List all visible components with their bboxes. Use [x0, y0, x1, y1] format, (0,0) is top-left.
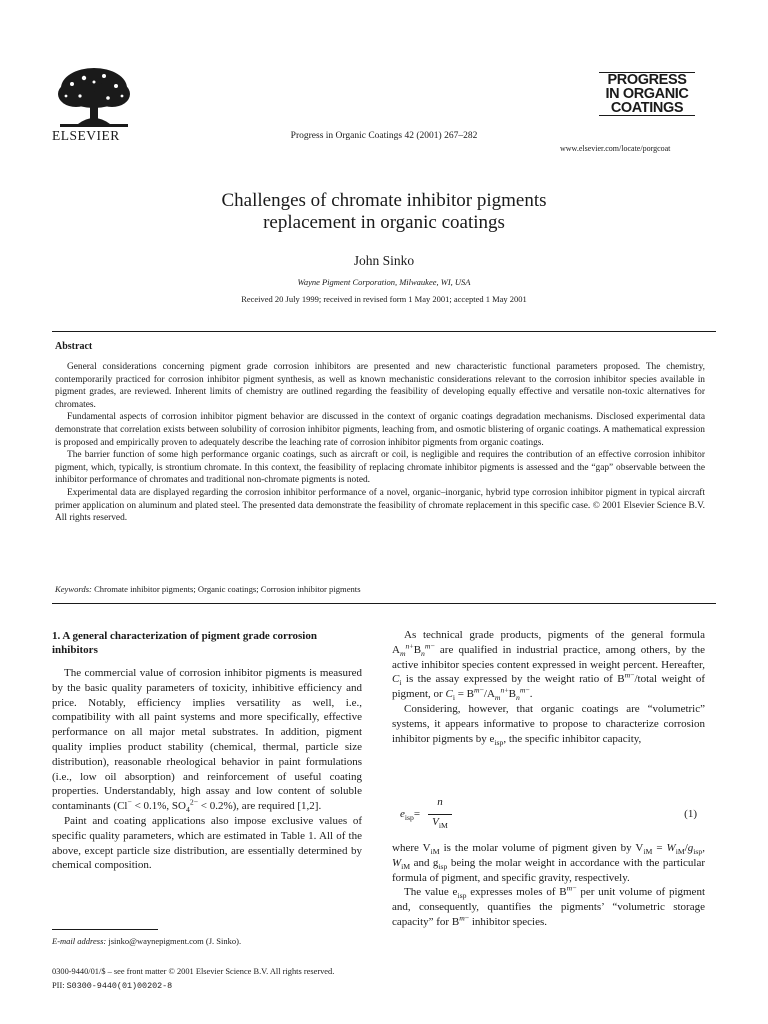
abstract-paragraph: General considerations concerning pigment grade corrosion inhibitors are presented and new characteristic functional parameters proposed. The chemistry, contemporarily practiced for corrosion inhibitor pigment synthesis, as well as known mechanistic considerations relevant to the corrosion inhibitor species available in pigment grades, are reviewed. Inherent limits of chemistry are outlined regarding the feasibility of developing equally effective and versatile non-toxic alternatives for chromates.	[55, 362, 705, 410]
divider	[52, 603, 716, 604]
journal-logo-line-2: IN ORGANIC	[605, 86, 689, 102]
article-title	[0, 190, 768, 234]
journal-url[interactable]: www.elsevier.com/locate/porgcoat	[560, 144, 671, 153]
body-paragraph: Paint and coating applications also impose exclusive values of specific quality parameters, which are estimated in Table 1. All of the above, except particle size distribution, are essentially determined by chemical composition.	[52, 814, 362, 872]
keywords-label: Keywords:	[55, 584, 92, 594]
journal-citation: Progress in Organic Coatings 42 (2001) 267–282	[290, 131, 478, 141]
left-column	[52, 666, 362, 873]
keywords	[55, 584, 705, 594]
body-paragraph: The value $e_{isp}$ expresses moles of $B^{m-}$ per unit volume of pigment and, consequently, quantifies the pigments’ “volumetric storage capacity” for $B^{m-}$ inhibitor species.	[392, 883, 705, 928]
author-email[interactable]: jsinko@waynepigment.com (J. Sinko).	[108, 936, 242, 946]
title-line-1: Challenges of chromate inhibitor pigments	[221, 190, 547, 211]
journal-logo-line-3: COATINGS	[610, 100, 684, 116]
publisher-name: ELSEVIER	[52, 128, 120, 143]
footnote-rule	[52, 929, 158, 930]
front-matter: 0300-9440/01/$ – see front matter © 2001 Elsevier Science B.V. All rights reserved.	[52, 967, 335, 976]
abstract-heading: Abstract	[55, 341, 93, 352]
abstract-paragraph: Experimental data are displayed regarding the corrosion inhibitor performance of a novel, organic–inorganic, hybrid type corrosion inhibitor pigment in typical aircraft primer application on aluminum and plated steel. The presented data demonstrate the feasibility of chromate replacement in this specific case. © 2001 Elsevier Science B.V. All rights reserved.	[55, 487, 705, 524]
author-affiliation: Wayne Pigment Corporation, Milwaukee, WI, USA	[297, 277, 471, 287]
journal-logo	[597, 72, 697, 116]
right-column	[392, 628, 705, 746]
body-paragraph: where $V_{iM}$ is the molar volume of pigment given by $V_{iM} = W_{iM}/g_{isp}$, $W_{iM}$ and $g_{isp}$ being the molar weight in accordance with the particular formula of pigment, and specific gravity, respectively.	[392, 842, 705, 884]
equation-number: (1)	[684, 808, 697, 820]
abstract-paragraph: The barrier function of some high performance organic coatings, such as aircraft or coil, is negligible and requires the contribution of an effective corrosion inhibitor pigment, which, typically, is strontium chromate. In this context, the feasibility of replacing chromate inhibitor pigments is assessed and the “gap” observable between the inhibitor performance of chromates and traditional non-chromate pigments is noted.	[55, 450, 705, 486]
author-name: John Sinko	[353, 253, 415, 268]
footer	[52, 965, 334, 993]
right-column-continued	[392, 841, 705, 930]
body-paragraph: As technical grade products, pigments of the general formula $A_m^{n+}B_n^{m-}$ are qualified in industrial practice, among others, by the active inhibitor species content expressed in weight percent. Hereafter, $C_i$ is the assay expressed by the weight ratio of $B^{m-}$/total weight of pigment, or $C_i = B^{m-}/A_m^{n+}B_n^{m-}$.	[392, 629, 705, 703]
journal-logo-line-1: PROGRESS	[607, 72, 687, 88]
divider	[52, 331, 716, 332]
section-heading: 1. A general characterization of pigment grade corrosion inhibitors	[52, 630, 317, 656]
pii: PII: S0300-9440(01)00202-8	[52, 981, 173, 991]
body-paragraph: Considering, however, that organic coatings are “volumetric” systems, it appears informative to propose to characterize corrosion inhibitor pigments by $e_{isp}$, the specific inhibitor capacity,	[392, 702, 705, 747]
received-dates: Received 20 July 1999; received in revised form 1 May 2001; accepted 1 May 2001	[241, 294, 527, 304]
abstract-paragraph: Fundamental aspects of corrosion inhibitor pigment behavior are discussed in the context of organic coatings degradation mechanisms. Disclosed experimental data demonstrate that correlation exists between solubility of corrosion inhibitor pigments, leaching from, and osmotic blistering of organic coatings. A mathematical expression is proposed and empirically proven to adequately describe the leaching rate of corrosion inhibitor pigments from organic coatings.	[55, 412, 705, 448]
body-paragraph: The commercial value of corrosion inhibitor pigments is measured by the basic quality parameters of toxicity, inhibitive efficiency and price. Notably, efficiency implies versatility as well, i.e., compatibility with all paint systems and more specifically, effective performance on all major metal substrates. In addition, pigment quality implies product stability (chemical, thermal, particle size distribution), reasonable rheological behavior in paint formulations (i.e., low oil absorption) and reinforcement of useful coating properties. Understandably, high assay and low content of soluble contaminants (Cl− < 0.1%, $SO_4^{2-} < 0.2\%$), are required [1,2].	[52, 667, 362, 815]
abstract-body	[55, 361, 705, 525]
elsevier-tree-logo	[54, 64, 134, 130]
equation-1: $e_{isp}=$ n $V_{iM}$ (1)	[400, 796, 697, 831]
keywords-text: Chromate inhibitor pigments; Organic coatings; Corrosion inhibitor pigments	[94, 584, 361, 594]
email-footnote: E-mail address: jsinko@waynepigment.com (J. Sinko).	[52, 936, 242, 946]
title-line-2: replacement in organic coatings	[263, 212, 505, 233]
